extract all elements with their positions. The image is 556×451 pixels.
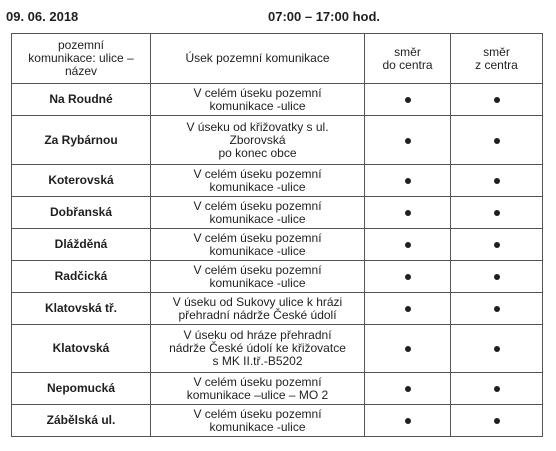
street-name-cell: Dobřanská [12, 197, 151, 229]
column-header-section: Úsek pozemní komunikace [151, 34, 365, 84]
bullet-dot-icon [405, 346, 411, 352]
from-center-cell [451, 229, 543, 261]
street-name-cell: Klatovská [12, 325, 151, 373]
to-center-cell [365, 325, 451, 373]
to-center-cell [365, 165, 451, 197]
table-row [12, 405, 543, 437]
section-description-cell: V celém úseku pozemní komunikace -ulice [151, 405, 365, 437]
bullet-dot-icon [405, 306, 411, 312]
to-center-cell [365, 229, 451, 261]
table-row [12, 229, 543, 261]
to-center-cell [365, 197, 451, 229]
time-range-label: 07:00 – 17:00 hod. [268, 9, 380, 24]
column-header-street: pozemní komunikace: ulice – název [12, 34, 151, 84]
bullet-dot-icon [494, 306, 500, 312]
bullet-dot-icon [405, 97, 411, 103]
to-center-cell [365, 261, 451, 293]
bullet-dot-icon [494, 242, 500, 248]
street-name-cell: Dlážděná [12, 229, 151, 261]
table-row [12, 261, 543, 293]
table-row [12, 293, 543, 325]
bullet-dot-icon [405, 138, 411, 144]
bullet-dot-icon [494, 210, 500, 216]
to-center-cell [365, 116, 451, 165]
street-name-cell: Za Rybárnou [12, 116, 151, 165]
section-description-cell: V úseku od hráze přehradní nádrže České údolí ke křižovatce s MK II.tř.-B5202 [151, 325, 365, 373]
from-center-cell [451, 165, 543, 197]
bullet-dot-icon [405, 242, 411, 248]
table-row [12, 325, 543, 373]
bullet-dot-icon [405, 210, 411, 216]
bullet-dot-icon [494, 138, 500, 144]
road-closure-table [11, 33, 543, 437]
from-center-cell [451, 293, 543, 325]
from-center-cell [451, 261, 543, 293]
to-center-cell [365, 405, 451, 437]
section-description-cell: V celém úseku pozemní komunikace -ulice [151, 84, 365, 116]
street-name-cell: Koterovská [12, 165, 151, 197]
from-center-cell [451, 325, 543, 373]
section-description-cell: V celém úseku pozemní komunikace -ulice [151, 197, 365, 229]
section-description-cell: V úseku od Sukovy ulice k hrázi přehradní nádrže České údolí [151, 293, 365, 325]
table-row [12, 116, 543, 165]
to-center-cell [365, 293, 451, 325]
table-row [12, 197, 543, 229]
to-center-cell [365, 373, 451, 405]
table-body [12, 84, 543, 437]
from-center-cell [451, 116, 543, 165]
street-name-cell: Na Roudné [12, 84, 151, 116]
bullet-dot-icon [405, 386, 411, 392]
from-center-cell [451, 373, 543, 405]
section-description-cell: V celém úseku pozemní komunikace -ulice [151, 261, 365, 293]
column-header-from-center: směr z centra [451, 34, 543, 84]
from-center-cell [451, 197, 543, 229]
table-row [12, 84, 543, 116]
street-name-cell: Nepomucká [12, 373, 151, 405]
bullet-dot-icon [494, 178, 500, 184]
table-row [12, 373, 543, 405]
bullet-dot-icon [405, 418, 411, 424]
street-name-cell: Radčická [12, 261, 151, 293]
street-name-cell: Zábělská ul. [12, 405, 151, 437]
street-name-cell: Klatovská tř. [12, 293, 151, 325]
bullet-dot-icon [494, 386, 500, 392]
document-header [0, 9, 556, 27]
table-header-row [12, 34, 543, 84]
from-center-cell [451, 405, 543, 437]
section-description-cell: V úseku od křižovatky s ul. Zborovská po konec obce [151, 116, 365, 165]
column-header-to-center: směr do centra [365, 34, 451, 84]
to-center-cell [365, 84, 451, 116]
from-center-cell [451, 84, 543, 116]
section-description-cell: V celém úseku pozemní komunikace –ulice – MO 2 [151, 373, 365, 405]
table-row [12, 165, 543, 197]
date-label: 09. 06. 2018 [6, 9, 79, 24]
bullet-dot-icon [405, 178, 411, 184]
bullet-dot-icon [494, 418, 500, 424]
bullet-dot-icon [494, 97, 500, 103]
section-description-cell: V celém úseku pozemní komunikace -ulice [151, 165, 365, 197]
bullet-dot-icon [494, 346, 500, 352]
bullet-dot-icon [405, 274, 411, 280]
section-description-cell: V celém úseku pozemní komunikace -ulice [151, 229, 365, 261]
bullet-dot-icon [494, 274, 500, 280]
